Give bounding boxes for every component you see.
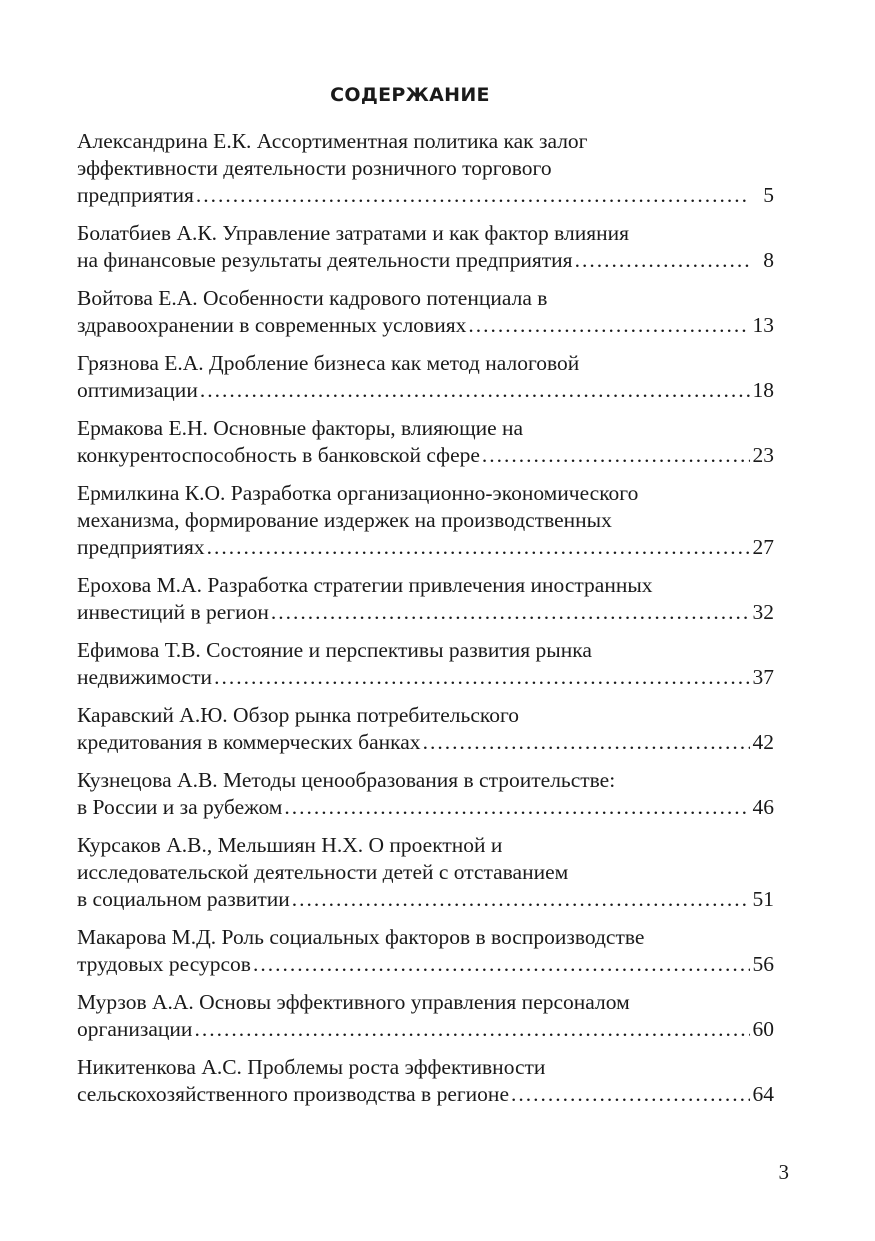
- dot-leader: [575, 247, 750, 274]
- dot-leader: [482, 442, 750, 469]
- toc-entry[interactable]: [77, 480, 774, 561]
- toc-entry-text-line: механизма, формирование издержек на производственных: [77, 508, 612, 532]
- toc-entry-last-line: [77, 729, 774, 756]
- toc-entry[interactable]: [77, 1054, 774, 1108]
- toc-entry-text-line: Кузнецова А.В. Методы ценообразования в строительстве:: [77, 768, 616, 792]
- toc-entry-page-number: 60: [752, 1017, 774, 1041]
- toc-entry[interactable]: [77, 924, 774, 978]
- dot-leader: [423, 729, 750, 756]
- dot-leader: [196, 182, 750, 209]
- dot-leader: [271, 599, 750, 626]
- toc-entry[interactable]: [77, 350, 774, 404]
- page-number: 3: [778, 1160, 789, 1184]
- toc-entry-text-line: Ермилкина К.О. Разработка организационно-экономического: [77, 481, 639, 505]
- toc-entry-text-line: недвижимости: [77, 665, 213, 689]
- toc-entry-text-line: эффективности деятельности розничного торгового: [77, 156, 552, 180]
- toc-entry[interactable]: [77, 702, 774, 756]
- toc-entry-last-line: [77, 377, 774, 404]
- toc-entry[interactable]: [77, 637, 774, 691]
- toc-entry-last-line: [77, 442, 774, 469]
- toc-entry[interactable]: [77, 220, 774, 274]
- toc-entry[interactable]: [77, 415, 774, 469]
- toc-entry-text-line: в России и за рубежом: [77, 795, 283, 819]
- toc-entry-page-number: 56: [752, 952, 774, 976]
- toc-entry-text-line: сельскохозяйственного производства в регионе: [77, 1082, 509, 1106]
- dot-leader: [253, 951, 750, 978]
- dot-leader: [207, 534, 750, 561]
- dot-leader: [292, 886, 750, 913]
- toc-entry-last-line: [77, 1016, 774, 1043]
- toc-entry[interactable]: [77, 572, 774, 626]
- toc-entry-last-line: [77, 247, 774, 274]
- toc-entry-text-line: инвестиций в регион: [77, 600, 269, 624]
- toc-entry-text-line: на финансовые результаты деятельности предприятия: [77, 248, 573, 272]
- toc-entry-text-line: Александрина Е.К. Ассортиментная политика как залог: [77, 129, 588, 153]
- dot-leader: [284, 794, 750, 821]
- dot-leader: [511, 1081, 750, 1108]
- toc-entry-page-number: 8: [763, 248, 774, 272]
- toc-entry-last-line: [77, 951, 774, 978]
- toc-entry-text-line: предприятия: [77, 183, 194, 207]
- dot-leader: [468, 312, 750, 339]
- toc-entry-text-line: Макарова М.Д. Роль социальных факторов в воспроизводстве: [77, 925, 645, 949]
- toc-entry[interactable]: [77, 989, 774, 1043]
- toc-entry[interactable]: [77, 767, 774, 821]
- dot-leader: [200, 377, 750, 404]
- toc-entry-text-line: предприятиях: [77, 535, 205, 559]
- toc-entry-text-line: Ефимова Т.В. Состояние и перспективы развития рынка: [77, 638, 592, 662]
- dot-leader: [194, 1016, 750, 1043]
- toc-entry-page-number: 42: [752, 730, 774, 754]
- toc-entry-text-line: здравоохранении в современных условиях: [77, 313, 467, 337]
- toc-entry-text-line: Мурзов А.А. Основы эффективного управления персоналом: [77, 990, 630, 1014]
- toc-entry-last-line: [77, 886, 774, 913]
- toc-entry-last-line: [77, 312, 774, 339]
- toc-entry-text-line: организации: [77, 1017, 193, 1041]
- toc-entry-page-number: 13: [752, 313, 774, 337]
- toc-entry-text-line: трудовых ресурсов: [77, 952, 251, 976]
- toc-entry-page-number: 37: [752, 665, 774, 689]
- page-title: СОДЕРЖАНИЕ: [330, 84, 490, 106]
- toc-entry-page-number: 5: [763, 183, 774, 207]
- toc-entry-text-line: в социальном развитии: [77, 887, 290, 911]
- toc-entry[interactable]: [77, 128, 774, 209]
- toc-entry-page-number: 27: [752, 535, 774, 559]
- toc-entry-last-line: [77, 664, 774, 691]
- toc-entry-text-line: Ерохова М.А. Разработка стратегии привлечения иностранных: [77, 573, 653, 597]
- toc-entry-text-line: Никитенкова А.С. Проблемы роста эффективности: [77, 1055, 546, 1079]
- toc-entry-last-line: [77, 599, 774, 626]
- toc-entry-text-line: Ермакова Е.Н. Основные факторы, влияющие на: [77, 416, 524, 440]
- toc-entry-last-line: [77, 1081, 774, 1108]
- toc-entry-page-number: 32: [752, 600, 774, 624]
- toc-entry-last-line: [77, 534, 774, 561]
- toc-entry-last-line: [77, 182, 774, 209]
- toc-entry-page-number: 18: [752, 378, 774, 402]
- toc-entry-text-line: кредитования в коммерческих банках: [77, 730, 421, 754]
- toc-entry-text-line: Курсаков А.В., Мельшиян Н.Х. О проектной и: [77, 833, 503, 857]
- toc-entry-text-line: Болатбиев А.К. Управление затратами и как фактор влияния: [77, 221, 630, 245]
- toc-entry-text-line: Грязнова Е.А. Дробление бизнеса как метод налоговой: [77, 351, 580, 375]
- dot-leader: [214, 664, 750, 691]
- toc-entry-text-line: конкурентоспособность в банковской сфере: [77, 443, 480, 467]
- toc-entry-page-number: 46: [752, 795, 774, 819]
- toc-entry-text-line: Войтова Е.А. Особенности кадрового потенциала в: [77, 286, 548, 310]
- toc-entry-last-line: [77, 794, 774, 821]
- toc-entry-text-line: Каравский А.Ю. Обзор рынка потребительского: [77, 703, 520, 727]
- toc-entry[interactable]: [77, 832, 774, 913]
- toc-entry-text-line: исследовательской деятельности детей с отставанием: [77, 860, 569, 884]
- toc-entry-page-number: 51: [752, 887, 774, 911]
- table-of-contents: [77, 128, 774, 1119]
- toc-entry-text-line: оптимизации: [77, 378, 198, 402]
- toc-entry-page-number: 64: [752, 1082, 774, 1106]
- toc-entry-page-number: 23: [752, 443, 774, 467]
- toc-entry[interactable]: [77, 285, 774, 339]
